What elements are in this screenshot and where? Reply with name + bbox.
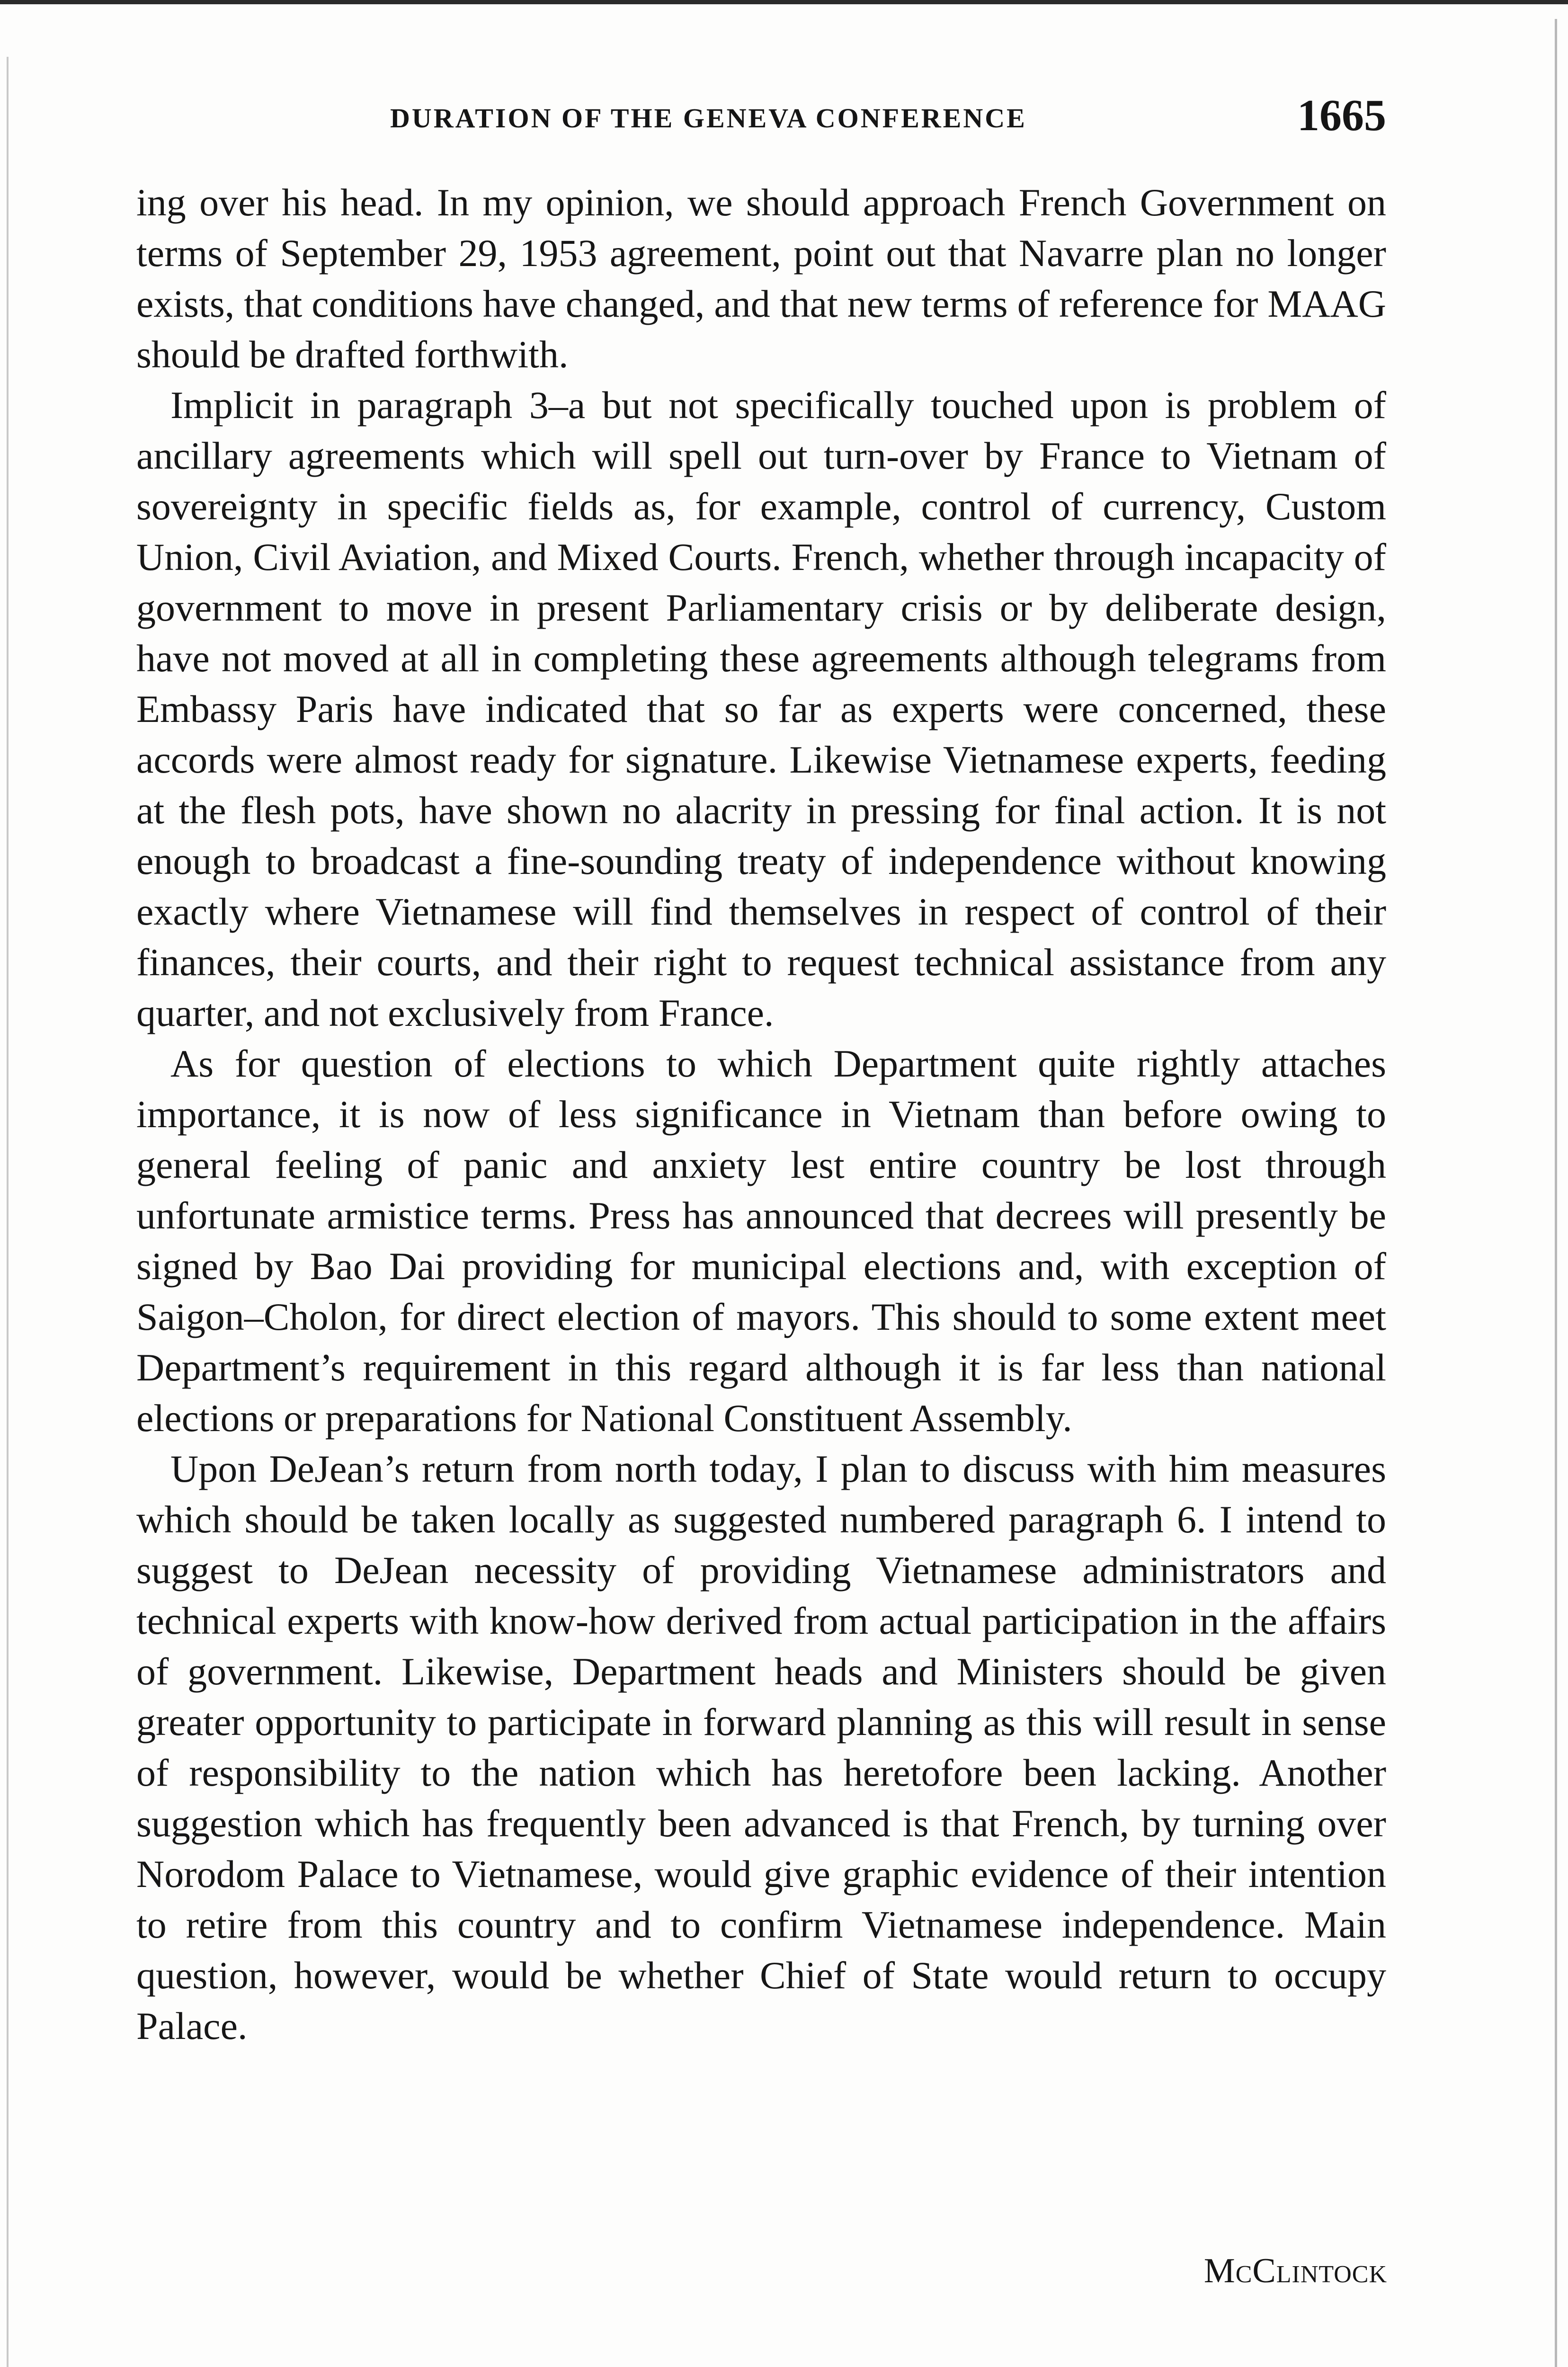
left-page-edge bbox=[7, 57, 9, 2367]
paragraph-continuation: ing over his head. In my opinion, we should approach French Government on terms of September 29, 1953 agreement, point out that Navarre plan no longer exists, that conditions have changed, and that new terms of reference for MAAG should be drafted forthwith. bbox=[136, 181, 1386, 376]
page-number: 1665 bbox=[1297, 91, 1386, 140]
running-title: DURATION OF THE GENEVA CONFERENCE bbox=[390, 103, 1027, 133]
signature: McClintock bbox=[1203, 2251, 1387, 2290]
paragraph-dejean-return: Upon DeJean’s return from north today, I plan to discuss with him measures which should be taken locally as suggested numbered paragraph 6. I intend to suggest to DeJean necessity of providing Vietnamese administrators and technical experts with know-how derived from actual participation in the affairs of government. Likewise, Department heads and Ministers should be given greater opportunity to participate in forward planning as this will result in sense of responsibility to the nation which has heretofore been lacking. Another suggestion which has frequently been advanced is that French, by turning over Norodom Palace to Vietnamese, would give graphic evidence of their intention to retire from this country and to confirm Vietnamese independence. Main question, however, would be whether Chief of State would return to occupy Palace. bbox=[136, 1447, 1386, 2047]
body-text bbox=[136, 177, 1386, 2051]
paragraph-elections: As for question of elections to which Department quite rightly attaches importance, it is now of less significance in Vietnam than before owing to general feeling of panic and anxiety lest entire country be lost through unfortunate armistice terms. Press has announced that decrees will presently be signed by Bao Dai providing for municipal elections and, with exception of Saigon–Cholon, for direct election of mayors. This should to some extent meet Department’s requirement in this regard although it is far less than national elections or preparations for National Constituent Assembly. bbox=[136, 1042, 1386, 1440]
right-page-edge bbox=[1555, 19, 1557, 2367]
top-border-rule bbox=[0, 0, 1568, 4]
paragraph-ancillary-agreements: Implicit in paragraph 3–a but not specifically touched upon is problem of ancillary agreements which will spell out turn-over by France to Vietnam of sovereignty in specific fields as, for example, control of currency, Custom Union, Civil Aviation, and Mixed Courts. French, whether through incapacity of government to move in present Parliamentary crisis or by deliberate design, have not moved at all in completing these agreements although telegrams from Embassy Paris have indicated that so far as experts were concerned, these accords were almost ready for signature. Likewise Vietnamese experts, feeding at the flesh pots, have shown no alacrity in pressing for final action. It is not enough to broadcast a fine-sounding treaty of independence without knowing exactly where Vietnamese will find themselves in respect of control of their finances, their courts, and their right to request technical assistance from any quarter, and not exclusively from France. bbox=[136, 383, 1386, 1034]
running-head bbox=[136, 90, 1386, 151]
